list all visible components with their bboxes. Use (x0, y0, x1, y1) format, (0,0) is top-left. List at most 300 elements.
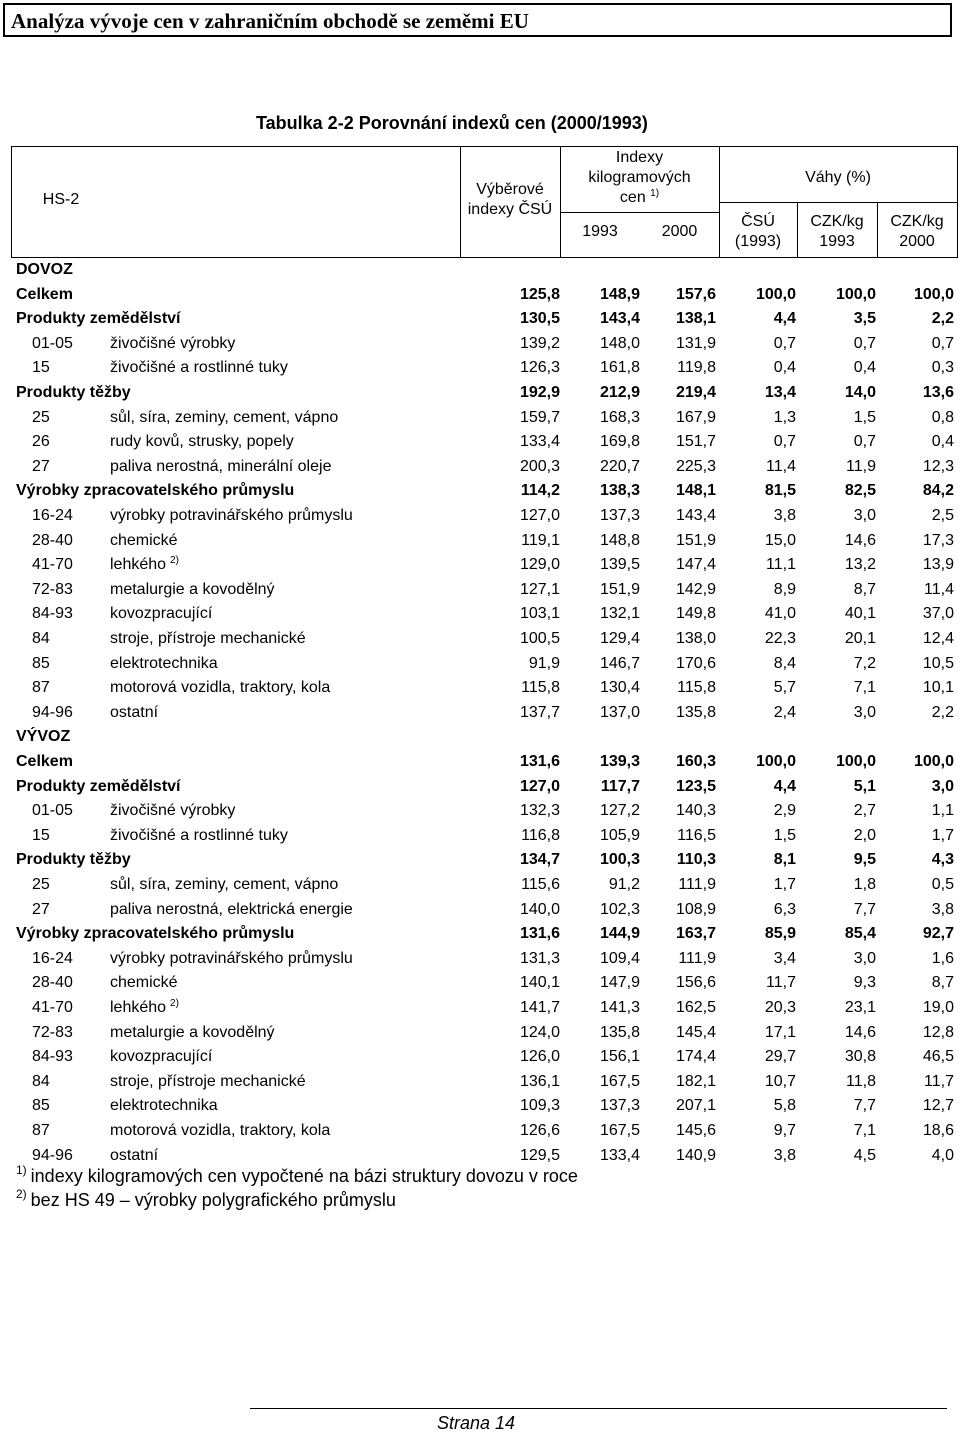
table-row (0, 283, 960, 307)
value-cell: 40,1 (844, 605, 876, 623)
value-cell: 30,8 (844, 1048, 876, 1066)
table-row (0, 1021, 960, 1045)
value-cell: 151,9 (599, 580, 640, 598)
table-row (0, 873, 960, 897)
value-cell: 116,8 (521, 826, 560, 844)
header-1993: 1993 (582, 223, 618, 240)
row-label: živočišné a rostlinné tuky (110, 826, 288, 844)
value-cell: 167,5 (599, 1072, 640, 1090)
value-cell: 20,1 (844, 630, 876, 647)
value-cell: 2,9 (773, 802, 796, 820)
row-label: paliva nerostná, elektrická energie (110, 900, 353, 918)
row-label: paliva nerostná, minerální oleje (110, 457, 332, 475)
value-cell: 147,9 (599, 974, 640, 992)
value-cell: 137,0 (599, 703, 640, 721)
table-row (0, 848, 960, 872)
value-cell: 100,0 (835, 285, 876, 303)
value-cell: 0,7 (773, 334, 796, 352)
value-cell: 123,5 (675, 777, 716, 795)
value-cell: 100,0 (755, 285, 796, 303)
value-cell: 129,4 (599, 630, 640, 647)
value-cell: 108,9 (675, 900, 716, 918)
table-title: Tabulka 2-2 Porovnání indexů cen (2000/1993) (256, 113, 648, 133)
value-cell: 2,2 (931, 703, 954, 721)
row-label: stroje, přístroje mechanické (110, 630, 306, 647)
table-row (0, 652, 960, 676)
row-label: výrobky potravinářského průmyslu (110, 507, 353, 524)
value-cell: 133,4 (519, 433, 560, 451)
value-cell: 0,7 (931, 334, 954, 352)
value-cell: 100,0 (913, 285, 954, 303)
value-cell: 167,5 (599, 1122, 640, 1139)
value-cell: 0,5 (931, 876, 954, 893)
value-cell: 0,7 (853, 334, 876, 352)
table-row (0, 602, 960, 626)
row-code: 15 (32, 826, 50, 844)
value-cell: 115,8 (677, 679, 716, 697)
value-cell: 160,3 (675, 753, 716, 770)
value-cell: 13,4 (764, 384, 796, 401)
row-label: motorová vozidla, traktory, kola (110, 679, 331, 697)
value-cell: 18,6 (922, 1122, 954, 1139)
table-row (0, 1045, 960, 1069)
value-cell: 8,1 (773, 851, 796, 869)
value-cell: 14,0 (844, 384, 876, 401)
value-cell: 1,3 (773, 408, 796, 426)
value-cell: 85,9 (764, 925, 796, 943)
value-cell: 136,1 (519, 1072, 560, 1090)
value-cell: 4,5 (853, 1146, 876, 1164)
row-code: 87 (32, 679, 50, 697)
value-cell: 1,5 (853, 408, 876, 426)
table-row (0, 996, 960, 1020)
value-cell: 134,7 (519, 851, 560, 869)
row-label: ostatní (110, 703, 159, 721)
value-cell: 2,2 (931, 310, 954, 328)
value-cell: 2,0 (853, 826, 876, 844)
value-cell: 37,0 (922, 605, 954, 623)
row-label: ostatní (110, 1146, 159, 1164)
row-code: 94-96 (32, 1146, 73, 1164)
value-cell: 142,9 (675, 580, 716, 598)
value-cell: 131,3 (519, 949, 560, 967)
value-cell: 169,8 (599, 433, 640, 451)
header-hs: HS-2 (42, 191, 80, 208)
table-row (0, 578, 960, 602)
value-cell: 162,5 (675, 999, 716, 1016)
value-cell: 207,1 (675, 1097, 716, 1115)
value-cell: 157,6 (675, 285, 716, 303)
value-cell: 46,5 (922, 1048, 954, 1066)
value-cell: 3,0 (853, 703, 876, 721)
value-cell: 12,7 (922, 1097, 954, 1115)
value-cell: 100,3 (599, 851, 640, 869)
table-row (0, 775, 960, 799)
table-row (0, 971, 960, 995)
row-code: 28-40 (32, 974, 73, 992)
value-cell: 7,1 (853, 1122, 876, 1139)
value-cell: 100,5 (519, 630, 560, 647)
row-label: lehkého $^{2)}$ (110, 998, 179, 1016)
value-cell: 220,7 (599, 457, 640, 475)
value-cell: 126,0 (519, 1048, 560, 1066)
row-label: lehkého $^{2)}$ (110, 555, 179, 574)
value-cell: 12,4 (922, 630, 954, 647)
value-cell: 146,7 (599, 654, 640, 672)
value-cell: 0,7 (773, 433, 796, 451)
value-cell: 109,4 (599, 949, 640, 967)
value-cell: 22,3 (764, 630, 796, 647)
value-cell: 1,7 (773, 876, 796, 893)
header-czk1993: CZK/kg 1993 (810, 213, 864, 250)
value-cell: 41,0 (764, 605, 796, 623)
value-cell: 2,5 (931, 507, 954, 524)
value-cell: 81,5 (764, 482, 796, 500)
value-cell: 156,1 (599, 1048, 640, 1066)
row-code: 72-83 (32, 580, 73, 598)
value-cell: 139,5 (599, 556, 640, 574)
value-cell: 1,8 (853, 876, 876, 893)
value-cell: 3,5 (853, 310, 876, 328)
footer-divider (250, 1408, 947, 1409)
value-cell: 11,9 (846, 457, 876, 475)
value-cell: 126,6 (519, 1122, 560, 1139)
value-cell: 148,1 (675, 482, 716, 500)
table-row (0, 381, 960, 405)
footnote: $^{1)}$ indexy kilogramových cen vypočtené na bázi struktury dovozu v roce (16, 1163, 578, 1186)
row-label: metalurgie a kovodělný (110, 580, 275, 598)
value-cell: 147,4 (675, 556, 716, 574)
value-cell: 1,5 (773, 826, 796, 844)
value-cell: 13,9 (922, 556, 954, 574)
value-cell: 1,7 (931, 826, 954, 844)
row-code: 84-93 (32, 605, 73, 623)
value-cell: 8,7 (853, 580, 876, 598)
value-cell: 100,0 (835, 753, 876, 770)
value-cell: 0,4 (931, 433, 954, 451)
page-number: Strana 14 (437, 1413, 516, 1433)
value-cell: 168,3 (599, 408, 640, 426)
value-cell: 110,3 (676, 851, 716, 869)
value-cell: 17,3 (922, 531, 954, 549)
table-row (0, 676, 960, 700)
header-vahy: Váhy (%) (805, 169, 871, 186)
value-cell: 0,4 (773, 359, 796, 377)
value-cell: 10,5 (922, 654, 954, 672)
row-label: Výrobky zpracovatelského průmyslu (16, 925, 295, 943)
value-cell: 114,2 (520, 482, 560, 500)
value-cell: 174,4 (675, 1048, 716, 1066)
value-cell: 3,4 (773, 949, 796, 967)
value-cell: 149,8 (675, 605, 716, 623)
document-header (3, 3, 952, 37)
value-cell: 8,7 (931, 974, 954, 992)
table-row (0, 824, 960, 848)
value-cell: 111,9 (678, 949, 716, 967)
value-cell: 137,3 (599, 507, 640, 524)
value-cell: 13,6 (922, 384, 954, 401)
value-cell: 200,3 (519, 457, 560, 475)
value-cell: 7,7 (853, 900, 876, 918)
table-row (0, 479, 960, 503)
header-csu: ČSÚ (1993) (734, 213, 782, 250)
row-code: 27 (32, 900, 50, 918)
value-cell: 148,9 (599, 285, 640, 303)
row-label: sůl, síra, zeminy, cement, vápno (110, 408, 339, 426)
value-cell: 135,8 (599, 1023, 640, 1041)
value-cell: 8,9 (773, 580, 796, 598)
row-code: 01-05 (32, 334, 73, 352)
value-cell: 5,8 (773, 1097, 796, 1115)
row-label: sůl, síra, zeminy, cement, vápno (110, 876, 339, 893)
section-row (0, 258, 960, 282)
value-cell: 161,8 (599, 359, 640, 377)
table-row (0, 332, 960, 356)
table-header (11, 146, 958, 258)
value-cell: 14,6 (844, 531, 876, 549)
value-cell: 151,7 (675, 433, 716, 451)
value-cell: 144,9 (599, 925, 640, 943)
row-label: stroje, přístroje mechanické (110, 1072, 306, 1090)
footnote: $^{2)}$ bez HS 49 – výrobky polygrafického průmyslu (16, 1187, 396, 1210)
value-cell: 167,9 (675, 408, 716, 426)
header-indexy: Indexy kilogramových cen $^{1)}$ (588, 149, 691, 206)
table-row (0, 898, 960, 922)
value-cell: 131,6 (519, 753, 560, 770)
value-cell: 117,7 (600, 777, 640, 795)
row-label: Produkty těžby (16, 851, 131, 869)
row-label: Celkem (16, 285, 73, 303)
value-cell: 7,7 (853, 1097, 876, 1115)
value-cell: 225,3 (675, 457, 716, 475)
value-cell: 2,4 (773, 703, 796, 721)
value-cell: 11,1 (766, 556, 796, 574)
table-row (0, 529, 960, 553)
value-cell: 109,3 (519, 1097, 560, 1115)
value-cell: 137,7 (519, 703, 560, 721)
value-cell: 5,7 (773, 679, 796, 697)
value-cell: 119,1 (521, 531, 560, 549)
row-code: 94-96 (32, 703, 73, 721)
value-cell: 131,6 (519, 925, 560, 943)
value-cell: 140,3 (675, 802, 716, 820)
table-row (0, 701, 960, 725)
value-cell: 143,4 (675, 507, 716, 524)
row-label: motorová vozidla, traktory, kola (110, 1122, 331, 1139)
value-cell: 9,3 (853, 974, 876, 992)
value-cell: 82,5 (844, 482, 876, 500)
table-row (0, 406, 960, 430)
value-cell: 12,3 (922, 457, 954, 475)
value-cell: 17,1 (764, 1023, 796, 1041)
value-cell: 5,1 (853, 777, 876, 795)
value-cell: 8,4 (773, 654, 796, 672)
value-cell: 100,0 (913, 753, 954, 770)
value-cell: 91,9 (528, 654, 560, 672)
value-cell: 91,2 (608, 876, 640, 893)
row-label: živočišné výrobky (110, 802, 236, 820)
row-label: Produkty zemědělství (16, 777, 181, 795)
value-cell: 219,4 (675, 384, 716, 401)
value-cell: 135,8 (675, 703, 716, 721)
value-cell: 84,2 (922, 482, 954, 500)
value-cell: 126,3 (519, 359, 560, 377)
value-cell: 4,0 (931, 1146, 954, 1164)
value-cell: 11,7 (766, 974, 796, 992)
row-label: Celkem (16, 753, 73, 770)
value-cell: 2,7 (853, 802, 876, 820)
table-row (0, 799, 960, 823)
row-label: chemické (110, 974, 178, 992)
value-cell: 138,3 (599, 482, 640, 500)
value-cell: 143,4 (599, 310, 640, 328)
value-cell: 0,3 (931, 359, 954, 377)
row-code: 84 (32, 1072, 50, 1090)
value-cell: 29,7 (764, 1048, 796, 1066)
value-cell: 0,7 (853, 433, 876, 451)
value-cell: 148,8 (599, 531, 640, 549)
value-cell: 10,1 (922, 679, 954, 697)
table-row (0, 430, 960, 454)
value-cell: 9,7 (773, 1122, 796, 1139)
value-cell: 139,2 (519, 334, 560, 352)
value-cell: 127,0 (519, 507, 560, 524)
value-cell: 4,3 (931, 851, 954, 869)
table-row (0, 504, 960, 528)
row-code: 72-83 (32, 1023, 73, 1041)
row-code: 16-24 (32, 949, 73, 967)
value-cell: 140,9 (675, 1146, 716, 1164)
row-code: 16-24 (32, 507, 73, 524)
value-cell: 102,3 (599, 900, 640, 918)
table-row (0, 307, 960, 331)
row-label: kovozpracující (110, 1048, 213, 1066)
value-cell: 4,4 (773, 310, 796, 328)
value-cell: 137,3 (599, 1097, 640, 1115)
value-cell: 9,5 (853, 851, 876, 869)
value-cell: 111,9 (678, 876, 716, 893)
value-cell: 141,7 (519, 999, 560, 1016)
value-cell: 4,4 (773, 777, 796, 795)
row-label: DOVOZ (16, 261, 73, 278)
row-code: 87 (32, 1122, 50, 1139)
value-cell: 131,9 (675, 334, 716, 352)
value-cell: 3,8 (773, 1146, 796, 1164)
row-label: elektrotechnika (110, 654, 218, 672)
value-cell: 127,1 (519, 580, 560, 598)
table-row (0, 1094, 960, 1118)
value-cell: 116,5 (677, 826, 716, 844)
row-code: 28-40 (32, 531, 73, 549)
section-row (0, 725, 960, 749)
row-code: 15 (32, 359, 50, 377)
value-cell: 20,3 (764, 999, 796, 1016)
table-row (0, 1070, 960, 1094)
value-cell: 3,8 (773, 507, 796, 524)
value-cell: 192,9 (519, 384, 560, 401)
value-cell: 133,4 (599, 1146, 640, 1164)
row-label: Produkty zemědělství (16, 310, 181, 328)
row-label: kovozpracující (110, 605, 213, 623)
row-label: VÝVOZ (16, 728, 71, 746)
header-2000: 2000 (661, 223, 698, 240)
value-cell: 163,7 (675, 925, 716, 943)
table-row (0, 922, 960, 946)
value-cell: 132,3 (519, 802, 560, 820)
row-code: 84-93 (32, 1048, 73, 1066)
value-cell: 127,0 (519, 777, 560, 795)
value-cell: 92,7 (922, 925, 954, 943)
value-cell: 130,5 (519, 310, 560, 328)
row-label: živočišné a rostlinné tuky (110, 359, 288, 377)
value-cell: 1,6 (931, 949, 954, 967)
value-cell: 127,2 (599, 802, 640, 820)
value-cell: 14,6 (844, 1023, 876, 1041)
value-cell: 130,4 (599, 679, 640, 697)
value-cell: 11,7 (924, 1072, 954, 1090)
value-cell: 151,9 (675, 531, 716, 549)
row-label: rudy kovů, strusky, popely (110, 433, 294, 451)
header-czk2000: CZK/kg 2000 (890, 213, 944, 250)
value-cell: 129,5 (519, 1146, 560, 1164)
value-cell: 0,4 (853, 359, 876, 377)
value-cell: 3,8 (931, 900, 954, 918)
table-row (0, 356, 960, 380)
value-cell: 138,1 (675, 310, 716, 328)
value-cell: 3,0 (931, 777, 954, 795)
value-cell: 138,0 (675, 630, 716, 647)
value-cell: 125,8 (519, 285, 560, 303)
row-code: 27 (32, 457, 50, 475)
value-cell: 7,1 (853, 679, 876, 697)
value-cell: 12,8 (922, 1023, 954, 1041)
header-vyberove: Výběrové indexy ČSÚ (467, 181, 553, 218)
row-code: 25 (32, 408, 50, 426)
value-cell: 11,8 (846, 1072, 876, 1090)
row-code: 85 (32, 654, 50, 672)
row-code: 41-70 (32, 556, 73, 574)
table-row (0, 1119, 960, 1143)
row-label: Výrobky zpracovatelského průmyslu (16, 482, 295, 500)
value-cell: 7,2 (853, 654, 876, 672)
table-row (0, 750, 960, 774)
value-cell: 15,0 (764, 531, 796, 549)
value-cell: 13,2 (844, 556, 876, 574)
value-cell: 212,9 (599, 384, 640, 401)
row-label: výrobky potravinářského průmyslu (110, 949, 353, 967)
row-label: Produkty těžby (16, 384, 131, 401)
value-cell: 140,0 (519, 900, 560, 918)
value-cell: 1,1 (931, 802, 954, 820)
row-code: 85 (32, 1097, 50, 1115)
table-row (0, 455, 960, 479)
value-cell: 145,6 (675, 1122, 716, 1139)
row-label: elektrotechnika (110, 1097, 218, 1115)
value-cell: 100,0 (755, 753, 796, 770)
value-cell: 0,8 (931, 408, 954, 426)
table-row (0, 553, 960, 577)
value-cell: 105,9 (599, 826, 640, 844)
table-row (0, 627, 960, 651)
value-cell: 119,8 (677, 359, 716, 377)
value-cell: 145,4 (675, 1023, 716, 1041)
value-cell: 129,0 (519, 556, 560, 574)
value-cell: 124,0 (519, 1023, 560, 1041)
value-cell: 85,4 (844, 925, 876, 943)
document-title: Analýza vývoje cen v zahraničním obchodě se zeměmi EU (11, 9, 529, 33)
value-cell: 140,1 (519, 974, 560, 992)
value-cell: 156,6 (675, 974, 716, 992)
